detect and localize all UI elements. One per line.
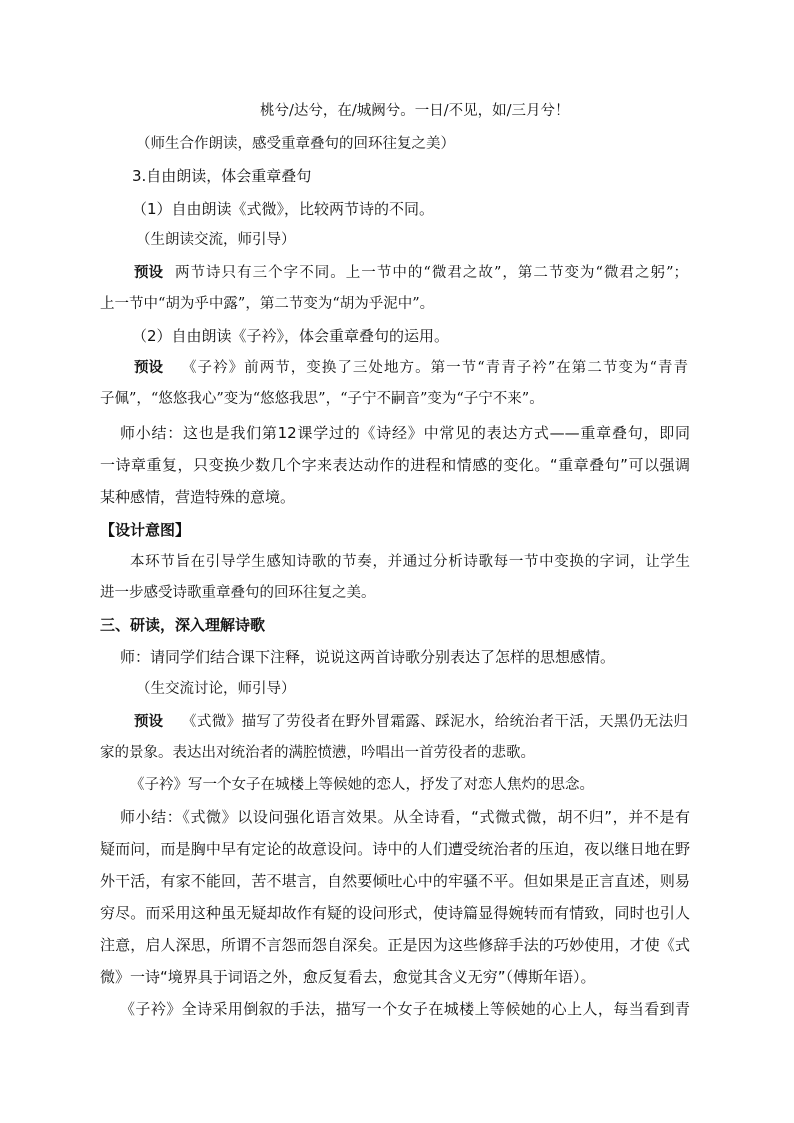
preset-text-2b: 子佩”，“悠悠我心”变为“悠悠我思”，“子宁不嗣音”变为“子宁不来”。 (100, 391, 544, 407)
summary-1b: 一诗章重复，只变换少数几个字来表达动作的进程和情感的变化。“重章叠句”可以强调 (100, 456, 690, 474)
preset-text-3b: 家的景象。表达出对统治者的满腔愤懑，吟唱出一首劳役者的悲歌。 (100, 745, 535, 761)
summary-1c: 某种感情，营造特殊的意境。 (100, 488, 296, 506)
student-note-2: （生交流讨论，师引导） (136, 681, 296, 697)
section-heading-three: 三、研读，深入理解诗歌 (100, 616, 266, 634)
design-intent-a: 本环节旨在引导学生感知诗歌的节奏，并通过分析诗歌每一节中变换的字词，让学生 (130, 554, 690, 570)
preset-text-2a: 《子衿》前两节，变换了三处地方。第一节“青青子衿”在第二节变为“青青 (182, 360, 688, 376)
analysis-zijin: 《子衿》全诗采用倒叙的手法，描写一个女子在城楼上等候她的心上人，每当看到青 (120, 1000, 690, 1018)
student-note-1: （生朗读交流，师引导） (136, 232, 296, 248)
preset-label-2: 预设 (134, 359, 163, 376)
design-intent-heading: 【设计意图】 (100, 521, 191, 539)
poem-reading-line: 桃兮/达兮，在/城阙兮。一日/不见，如/三月兮！ (260, 103, 570, 119)
summary-2d: 穷尽。而采用这种虽无疑却故作有疑的设问形式，使诗篇显得婉转而有情致，同时也引人 (100, 904, 690, 922)
preset-text-1b: 上一节中“胡为乎中露”，第二节变为“胡为乎泥中”。 (100, 296, 435, 312)
preset-text-1a: 两节诗只有三个字不同。上一节中的“微君之故”，第二节变为“微君之躬”； (175, 265, 688, 281)
preset-text-3c: 《子衿》写一个女子在城楼上等候她的恋人，抒发了对恋人焦灼的思念。 (130, 777, 594, 793)
summary-1a: 师小结：这也是我们第12课学过的《诗经》中常见的表达方式——重章叠句，即同 (120, 424, 690, 442)
reading-note: （师生合作朗读，感受重章叠句的回环往复之美） (136, 136, 455, 152)
teacher-question: 师：请同学们结合课下注释，说说这两首诗歌分别表达了怎样的思想感情。 (120, 648, 616, 666)
summary-2c: 外干活，有家不能回，苦不堪言，自然要倾吐心中的牢骚不平。但如果是正言直述，则易 (100, 872, 690, 890)
design-intent-b: 进一步感受诗歌重章叠句的回环往复之美。 (100, 585, 376, 601)
preset-label-1: 预设 (134, 264, 163, 281)
step-2: （2）自由朗读《子衿》，体会重章叠句的运用。 (132, 327, 450, 345)
summary-2b: 疑而问，而是胸中早有定论的故意设问。诗中的人们遭受统治者的压迫，夜以继日地在野 (100, 840, 690, 858)
summary-2a: 师小结：《式微》以设问强化语言效果。从全诗看，“式微式微，胡不归”，并不是有 (120, 808, 690, 826)
section-heading-3: 3.自由朗读，体会重章叠句 (132, 167, 312, 185)
preset-label-3: 预设 (134, 713, 163, 730)
summary-2e: 注意，启人深思，所谓不言怨而怨自深矣。正是因为这些修辞手法的巧妙使用，才使《式 (100, 936, 690, 954)
step-1: （1）自由朗读《式微》，比较两节诗的不同。 (132, 200, 435, 218)
summary-2f: 微》一诗“境界具于词语之外，愈反复看去，愈觉其含义无穷”（傅斯年语）。 (100, 968, 596, 986)
preset-text-3a: 《式微》描写了劳役者在野外冒霜露、踩泥水，给统治者干活，天黑仍无法归 (182, 714, 688, 730)
